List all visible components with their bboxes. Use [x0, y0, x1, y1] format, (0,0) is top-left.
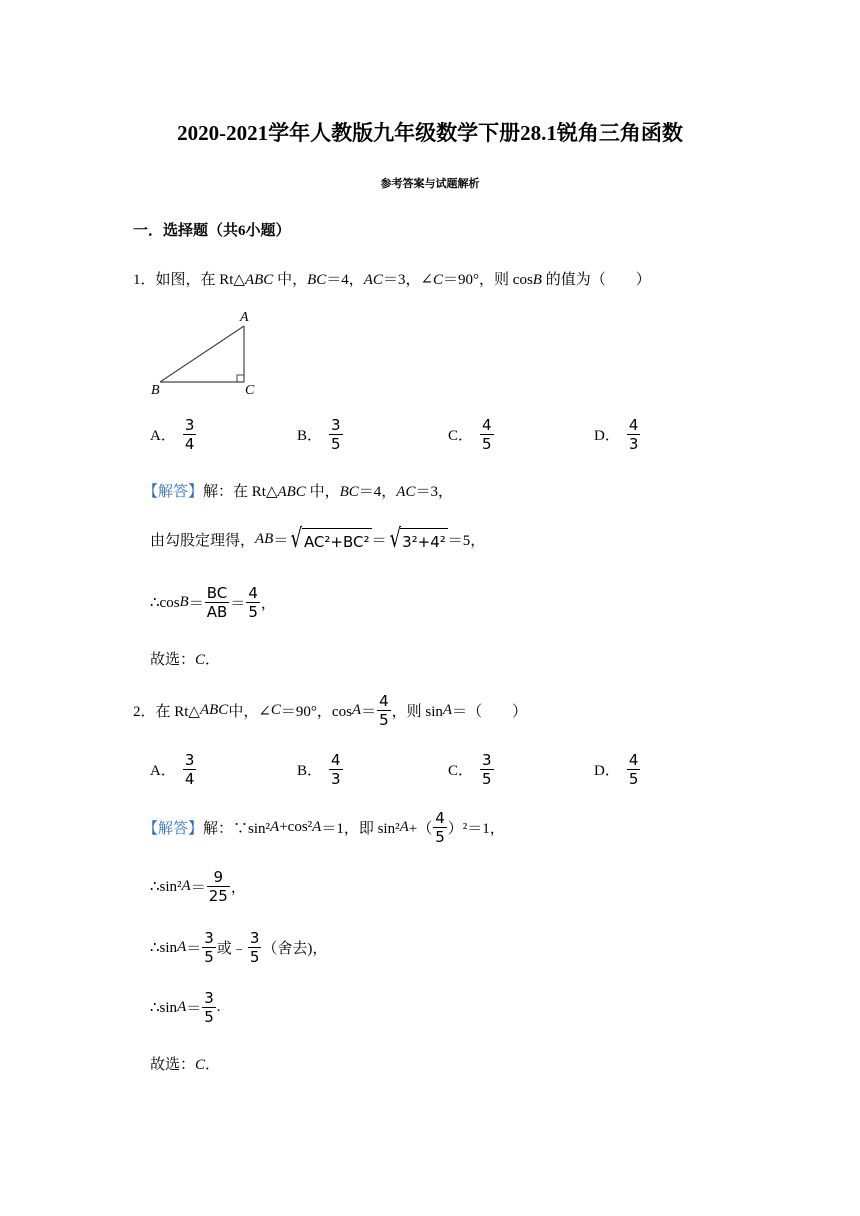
fraction: $\frac{3}{5}$ — [249, 929, 260, 966]
fraction: $\frac{BC}{AB}$ — [206, 584, 228, 621]
vertex-label-a: A — [240, 310, 249, 325]
q2-solution-line-4: ∴sin A ＝ $\frac{3}{5}$ . — [150, 989, 221, 1026]
question-2-stem: 2．在 Rt△ ABC 中，∠ C ＝90°，cos A ＝ $\frac{4}{5}$ ，则 sin A ＝（ ） — [133, 692, 528, 729]
q2-solution-line-1: 【解答】 解：∵sin² A +cos² A ＝1，即 sin² A +（ $\frac{4}{5}$ ）²＝1， — [143, 809, 505, 846]
square-root: √ 3²+4² — [389, 524, 446, 554]
q1-option-b[interactable]: B． $\frac{3}{5}$ — [297, 416, 341, 453]
fraction: $\frac{4}{3}$ — [331, 751, 341, 788]
q2-solution-line-3: ∴sin A ＝ $\frac{3}{5}$ 或﹣ $\frac{3}{5}$ （舍去)， — [150, 929, 328, 966]
answer-tag: 【解答】 — [143, 484, 204, 500]
q2-solution-line-5: 故选：C． — [150, 1057, 221, 1073]
fraction: $\frac{4}{5}$ — [628, 751, 639, 788]
section-heading: 一．选择题（共6小题） — [133, 223, 291, 239]
fraction: $\frac{3}{5}$ — [331, 416, 341, 453]
fraction: $\frac{3}{4}$ — [184, 751, 195, 788]
fraction: $\frac{4}{5}$ — [379, 692, 389, 729]
q1-option-a[interactable]: A． $\frac{3}{4}$ — [150, 416, 195, 453]
q1-solution-line-4: 故选：C． — [150, 652, 221, 668]
q2-option-b[interactable]: B． $\frac{4}{3}$ — [297, 751, 341, 788]
question-1-stem: 1．如图，在 Rt△ABC 中，BC＝4，AC＝3，∠C＝90°，则 cosB 的值为（ ） — [133, 272, 651, 288]
fraction: $\frac{4}{5}$ — [435, 809, 445, 846]
fraction: $\frac{3}{5}$ — [482, 751, 492, 788]
answer-tag: 【解答】 — [143, 821, 204, 837]
vertex-label-c: C — [245, 383, 255, 398]
triangle-figure — [146, 306, 266, 398]
q1-solution-line-1: 【解答】解：在 Rt△ABC 中，BC＝4，AC＝3， — [143, 484, 453, 500]
square-root: √ AC²+BC² — [290, 524, 370, 554]
vertex-label-b: B — [151, 383, 160, 398]
fraction: $\frac{4}{5}$ — [482, 416, 492, 453]
q1-solution-line-2: 由勾股定理得， AB ＝ √ AC²+BC² ＝ √ 3²+4² ＝5， — [150, 524, 486, 554]
q2-option-a[interactable]: A． $\frac{3}{4}$ — [150, 751, 195, 788]
q2-option-c[interactable]: C． $\frac{3}{5}$ — [448, 751, 492, 788]
fraction: $\frac{3}{4}$ — [184, 416, 195, 453]
fraction: $\frac{3}{5}$ — [204, 929, 214, 966]
fraction: $\frac{3}{5}$ — [204, 989, 214, 1026]
fraction: $\frac{9}{25}$ — [208, 868, 228, 905]
fraction: $\frac{4}{3}$ — [628, 416, 639, 453]
q1-solution-line-3: ∴cos B ＝ $\frac{BC}{AB}$ ＝ $\frac{4}{5}$ ， — [150, 584, 276, 621]
page-title: 2020-2021学年人教版九年级数学下册28.1锐角三角函数 — [177, 121, 683, 145]
fraction: $\frac{4}{5}$ — [248, 584, 258, 621]
q1-option-d[interactable]: D． $\frac{4}{3}$ — [594, 416, 639, 453]
q1-option-c[interactable]: C． $\frac{4}{5}$ — [448, 416, 492, 453]
q2-solution-line-2: ∴sin² A ＝ $\frac{9}{25}$ ， — [150, 868, 246, 905]
page-subtitle: 参考答案与试题解析 — [380, 177, 480, 190]
q2-option-d[interactable]: D． $\frac{4}{5}$ — [594, 751, 639, 788]
